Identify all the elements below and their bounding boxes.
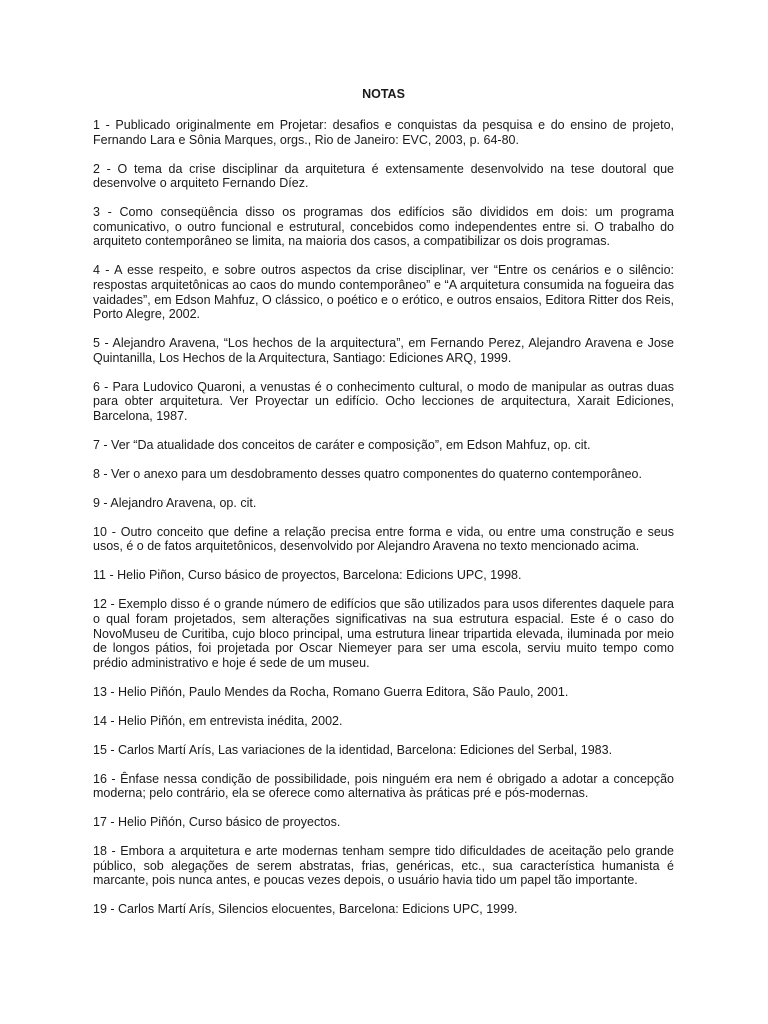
page-title: NOTAS (362, 87, 405, 101)
note-15: 15 - Carlos Martí Arís, Las variaciones de la identidad, Barcelona: Ediciones del Serbal, 1983. (93, 742, 613, 757)
note-4: 4 - A esse respeito, e sobre outros aspectos da crise disciplinar, ver “Entre os cenários e o silêncio: respostas arquitetônicas ao caos do mundo contemporâneo” e “A arquitetura consumida na fogueira das vaidades”, em Edson Mahfuz, O clássico, o poético e o erótico, e outros ensaios, Editora Ritter dos Reis, Porto Alegre, 2002. (93, 263, 674, 322)
note-18: 18 - Embora a arquitetura e arte modernas tenham sempre tido dificuldades de aceitação pelo grande público, sob alegações de serem abstratas, frias, genéricas, etc., sua característica humanista é marcante, pois nunca antes, e poucas vezes depois, o usuário havia tido um papel tão importante. (93, 844, 674, 888)
note-3: 3 - Como conseqüência disso os programas dos edifícios são divididos em dois: um programa comunicativo, o outro funcional e estrutural, concebidos como independentes entre si. O trabalho do arquiteto contemporâneo se limita, na maioria dos casos, a compatibilizar os dois programas. (93, 205, 674, 249)
note-11: 11 - Helio Piñon, Curso básico de proyectos, Barcelona: Edicions UPC, 1998. (93, 568, 522, 583)
note-1: 1 - Publicado originalmente em Projetar: desafios e conquistas da pesquisa e do ensino de projeto, Fernando Lara e Sônia Marques, orgs., Rio de Janeiro: EVC, 2003, p. 64-80. (93, 118, 674, 147)
note-13: 13 - Helio Piñón, Paulo Mendes da Rocha, Romano Guerra Editora, São Paulo, 2001. (93, 684, 569, 699)
note-7: 7 - Ver “Da atualidade dos conceitos de caráter e composição”, em Edson Mahfuz, op. cit. (93, 437, 591, 452)
note-10: 10 - Outro conceito que define a relação precisa entre forma e vida, ou entre uma construção e seus usos, é o de fatos arquitetônicos, desenvolvido por Alejandro Aravena no texto mencionado acima. (93, 524, 674, 554)
note-2: 2 - O tema da crise disciplinar da arquitetura é extensamente desenvolvido na tese doutoral que desenvolve o arquiteto Fernando Díez. (93, 161, 674, 191)
note-16: 16 - Ênfase nessa condição de possibilidade, pois ninguém era nem é obrigado a adotar a concepção moderna; pelo contrário, ela se oferece como alternativa às práticas pré e pós-modernas. (93, 771, 674, 801)
note-9: 9 - Alejandro Aravena, op. cit. (93, 495, 257, 510)
note-8: 8 - Ver o anexo para um desdobramento desses quatro componentes do quaterno contemporâneo. (93, 466, 642, 481)
note-14: 14 - Helio Piñón, em entrevista inédita, 2002. (93, 713, 343, 728)
document-page (93, 86, 674, 931)
note-19: 19 - Carlos Martí Arís, Silencios elocuentes, Barcelona: Edicions UPC, 1999. (93, 902, 518, 917)
note-17: 17 - Helio Piñón, Curso básico de proyectos. (93, 815, 341, 830)
note-12: 12 - Exemplo disso é o grande número de edifícios que são utilizados para usos diferentes daquele para o qual foram projetados, sem alterações significativas na sua estrutura espacial. Este é o caso do NovoMuseu de Curitiba, cujo bloco principal, uma estrutura linear tripartida elevada, iluminada por meio de longos pátios, foi projetada por Oscar Niemeyer para ser uma escola, serviu muito tempo como prédio administrativo e hoje é sede de um museu. (93, 597, 674, 670)
note-6: 6 - Para Ludovico Quaroni, a venustas é o conhecimento cultural, o modo de manipular as outras duas para obter arquitetura. Ver Proyectar un edifício. Ocho lecciones de arquitectura, Xarait Ediciones, Barcelona, 1987. (93, 379, 674, 423)
note-5: 5 - Alejandro Aravena, “Los hechos de la arquitectura”, em Fernando Perez, Alejandro Aravena e Jose Quintanilla, Los Hechos de la Arquitectura, Santiago: Ediciones ARQ, 1999. (93, 336, 674, 365)
